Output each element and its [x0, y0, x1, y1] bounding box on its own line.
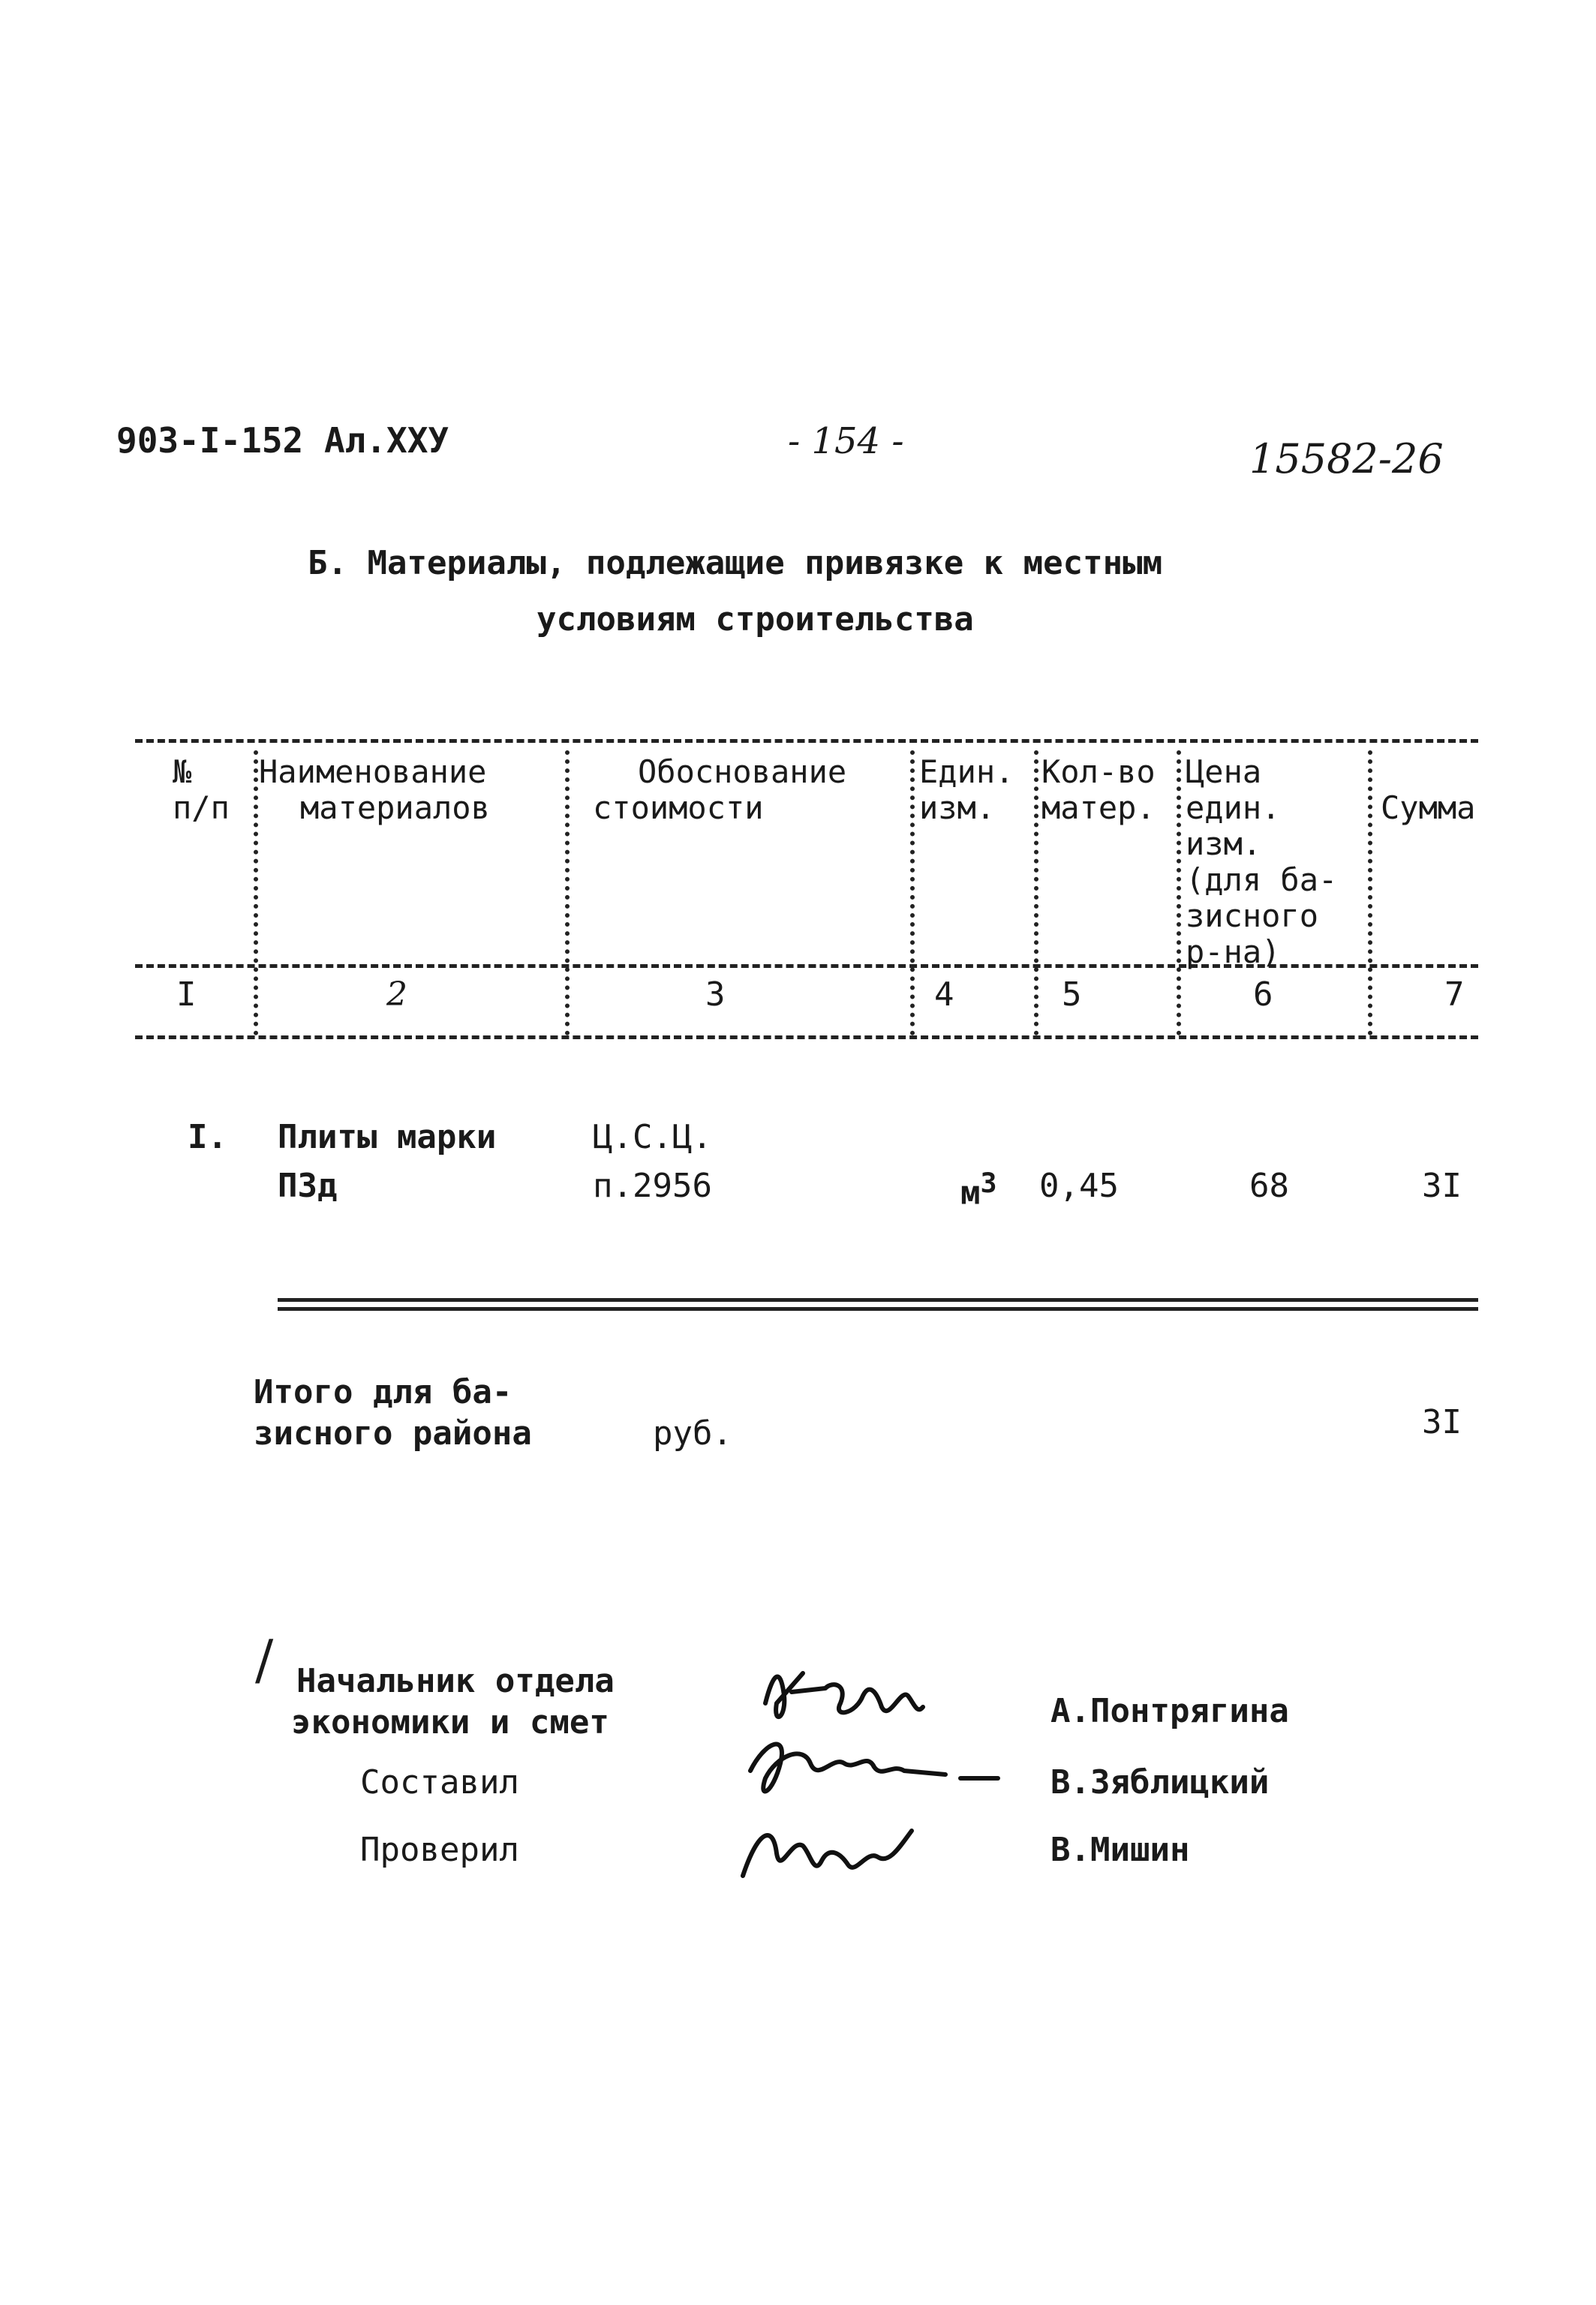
column-separator — [1368, 750, 1372, 1035]
header-col2-line2: материалов — [300, 789, 490, 826]
column-number-rule — [135, 1035, 1478, 1039]
page-number: - 154 - — [788, 420, 904, 462]
header-col6-line5: зисного — [1186, 897, 1319, 934]
section-title-line1: Б. Материалы, подлежащие привязке к местным — [308, 544, 1163, 582]
total-label-line1: Итого для ба- — [254, 1373, 512, 1411]
header-col6-line1: Цена — [1186, 753, 1262, 790]
checked-name: В.Мишин — [1050, 1831, 1190, 1869]
header-col2-line1: Наименование — [259, 753, 487, 790]
header-col1-line1: № — [173, 753, 192, 790]
header-col7-line1: Сумма — [1381, 789, 1476, 826]
table-top-rule — [135, 739, 1478, 743]
header-col1 — [173, 754, 230, 826]
row-number: I. — [188, 1118, 227, 1156]
column-number-2: 2 — [386, 975, 407, 1014]
header-col6-line6: р-на) — [1186, 933, 1281, 970]
header-col3-line2: стоимости — [593, 789, 764, 826]
header-col4-line2: изм. — [919, 789, 996, 826]
quantity: 0,45 — [1039, 1167, 1119, 1205]
unit-text: м — [960, 1174, 981, 1213]
header-col3-line1: Обоснование — [638, 753, 847, 790]
column-separator — [1177, 750, 1181, 1035]
column-number-6: 6 — [1253, 975, 1273, 1014]
total-separator-rule-2 — [278, 1307, 1478, 1311]
signature-2 — [750, 1745, 998, 1792]
header-col6-line2: един. — [1186, 789, 1281, 826]
slash-mark: / — [255, 1628, 274, 1691]
header-col4 — [919, 754, 1014, 826]
column-number-4: 4 — [934, 975, 954, 1014]
column-separator — [565, 750, 570, 1035]
column-separator — [910, 750, 915, 1035]
column-separator — [254, 750, 258, 1035]
handwritten-signatures — [720, 1651, 1035, 1898]
checked-label: Проверил — [360, 1831, 519, 1869]
header-col4-line1: Един. — [919, 753, 1014, 790]
section-title-line2: условиям строительства — [537, 600, 974, 639]
unit-superscript: 3 — [980, 1167, 997, 1199]
column-number-1: I — [176, 975, 197, 1014]
head-name: А.Понтрягина — [1050, 1692, 1289, 1730]
unit-price: 68 — [1249, 1167, 1289, 1205]
column-number-5: 5 — [1062, 975, 1082, 1014]
column-separator — [1034, 750, 1038, 1035]
header-col1-line2: п/п — [173, 789, 230, 826]
basis-line2: п.2956 — [593, 1167, 712, 1205]
signature-1 — [765, 1673, 923, 1717]
header-col6-line3: изм. — [1186, 825, 1262, 862]
header-col5 — [1041, 754, 1156, 826]
material-name-line2: ПЗд — [278, 1167, 338, 1205]
basis-line1: Ц.С.Ц. — [593, 1118, 712, 1156]
header-col5-line1: Кол-во — [1041, 753, 1156, 790]
unit-cell — [960, 1167, 997, 1213]
total-separator-rule — [278, 1298, 1478, 1302]
signature-3 — [743, 1831, 912, 1876]
total-unit: руб. — [653, 1414, 732, 1453]
header-col2 — [259, 754, 559, 826]
header-col7 — [1381, 790, 1475, 826]
header-col6-line4: (для ба- — [1186, 861, 1338, 898]
head-label-line2: экономики и смет — [291, 1703, 609, 1742]
header-col6 — [1186, 754, 1337, 970]
composed-name: В.Зяблицкий — [1050, 1763, 1270, 1802]
column-number-3: 3 — [705, 975, 726, 1014]
head-label-line1: Начальник отдела — [296, 1662, 615, 1700]
material-name-line1: Плиты марки — [278, 1118, 497, 1156]
column-number-7: 7 — [1444, 975, 1465, 1014]
header-col5-line2: матер. — [1041, 789, 1156, 826]
document-code: 903-I-152 Ал.XXУ — [116, 420, 449, 461]
total-sum: 3I — [1422, 1403, 1462, 1441]
composed-label: Составил — [360, 1763, 519, 1802]
total-label-line2: зисного района — [254, 1414, 532, 1453]
header-col3 — [593, 754, 908, 826]
sheet-number: 15582-26 — [1249, 435, 1444, 482]
row-sum: 3I — [1422, 1167, 1462, 1205]
